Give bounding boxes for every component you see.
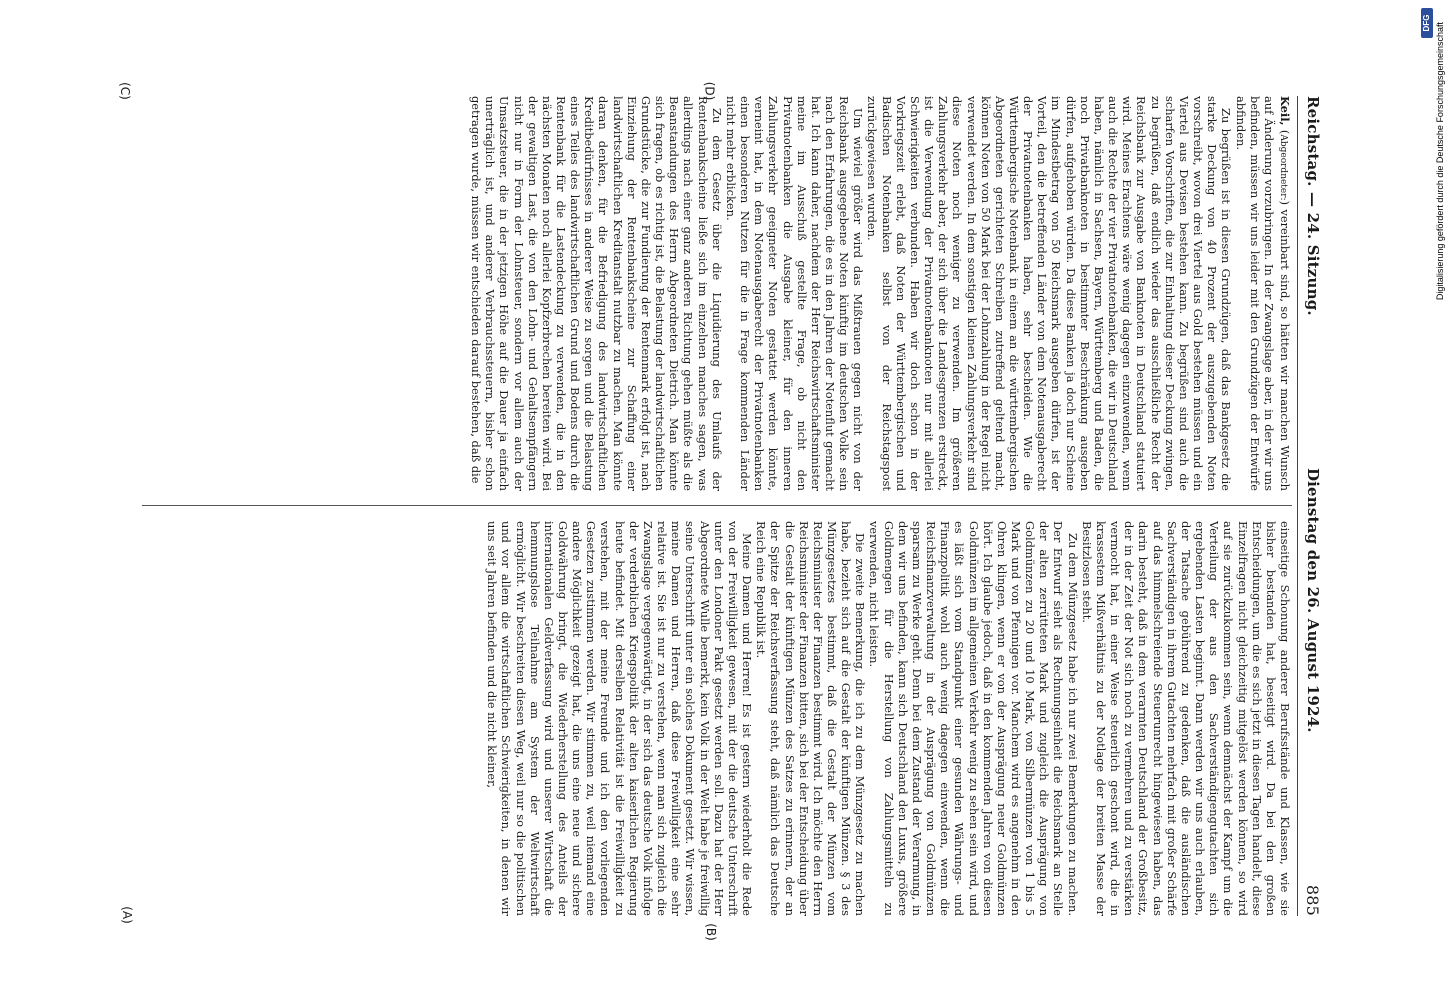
header-left: Reichstag. — 24. Sitzung.: [1304, 96, 1322, 316]
digitization-credit-text: Digitalisierung gefördert durch die Deutsche Forschungsgemeinschaft: [1435, 22, 1445, 301]
header-date: Dienstag den 26. August 1924.: [1304, 467, 1322, 733]
left-column: [142, 96, 1292, 491]
margin-mark-b: (B): [703, 923, 718, 941]
paragraph: Zu dem Münzgesetz habe ich nur zwei Bemerkungen zu machen. Der Entwurf sieht als Rechnungseinheit die Reichsmark an Stelle der alten zerrütteten Mark und zugleich die Ausprägung von Goldmünzen zu 20 und 10 Mark, von Silbermünzen von 1 bis 5 Mark und von Pfennigen vor. Manchem wird es angenehm in den Ohren klingen, wenn er von der Ausprägung neuer Goldmünzen hört. Ich glaube jedoch, daß in den kommenden Jahren von diesen Goldmünzen im allgemeinen Verkehr wenig zu sehen sein wird, und es läßt sich vom Standpunkt einer gesunden Währungs- und Finanzpolitik wohl auch wenig dagegen einwenden, wenn die Reichsfinanzverwaltung in der Ausprägung von Goldmünzen sparsam zu Werke geht. Denn bei dem Zustand der Verarmung, in dem wir uns befinden, kann sich Deutschland den Luxus, größere Goldmengen für die Herstellung von Zahlungsmitteln zu verwenden, nicht leisten.: [867, 521, 1080, 916]
page-header: [1300, 96, 1326, 916]
paragraph: Um wieviel größer wird das Mißtrauen gegen nicht von der Reichsbank ausgegebene Noten künftig im deutschen Volke sein nach den Erfahrungen, die es in den Jahren der Notenflut gemacht hat. Ich kann daher, nachdem der Herr Reichswirtschaftsminister meine im Ausschuß gestellte Frage, ob nicht den Privatnotenbanken die Ausgabe kleiner, für den inneren Zahlungsverkehr geeigneter Noten gestattet werden könnte, verneint hat, in dem Notenausgaberecht der Privatnotenbanken einen besonderen Nutzen für die in Frage kommenden Länder nicht mehr erblicken.: [723, 96, 866, 491]
margin-mark-d: (D): [702, 81, 717, 101]
margin-mark-a: (A): [119, 906, 134, 924]
header-rule: [1297, 96, 1298, 916]
dfg-logo: DFG: [1421, 8, 1433, 38]
paragraph: Die zweite Bemerkung, die ich zu dem Münzgesetz zu machen habe, bezieht sich auf die Gestalt der künftigen Münzen. § 3 des Münzgesetzes bestimmt, daß die Gestalt der Münzen vom Reichsminister der Finanzen bestimmt wird. Ich möchte den Herrn Reichsminister der Finanzen bitten, sich bei der Entscheidung über die Gestalt der künftigen Münzen des Satzes zu erinnern, der an der Spitze der Reichsverfassung steht, daß nämlich das Deutsche Reich eine Republik ist.: [754, 521, 868, 916]
speaker-name: Keil,: [1278, 96, 1292, 126]
column-divider: [142, 505, 1292, 506]
page-number: 885: [1303, 884, 1323, 916]
right-column: [142, 521, 1292, 916]
paragraph-text: vereinbart sind, so hätten wir manchen Wunsch auf Änderung vorzubringen. In der Zwangslage aber, in der wir uns befinden, müssen wir uns leider mit den Grundzügen der Entwürfe abfinden.: [1233, 96, 1292, 491]
digitization-credit: [1421, 14, 1445, 994]
paragraph: Meine Damen und Herren! Es ist gestern wiederholt die Rede von der Freiwilligkeit gewesen, mit der die deutsche Unterschrift unter den Londoner Pakt gesetzt werden soll. Dazu hat der Herr Abgeordnete Wulle bemerkt, kein Volk in der Welt habe je freiwillig seine Unterschrift unter ein solches Dokument gesetzt. Wir wissen, meine Damen und Herren, daß diese Freiwilligkeit eine sehr relative ist. Sie ist nur zu verstehen, wenn man sich zugleich die Zwangslage vergegenwärtigt, in der sich das deutsche Volk infolge der verderblichen Kriegspolitik der alten kaiserlichen Regierung heute befindet. Mit derselben Relativität ist die Freiwilligkeit zu verstehen, mit der meine Freunde und ich den vorliegenden Gesetzen zustimmen werden. Wir stimmen zu, weil niemand eine andere Möglichkeit gezeigt hat, die uns eine neue und sichere Goldwährung bringt, die Wiederherstellung des Anteils der internationalen Geldverfassung wird und unserer Wirtschaft die hemmungslose Teilnahme am System der Weltwirtschaft ermöglicht. Wir beschreiten diesen Weg, weil nur so die politischen und vor allem die wirtschaftlichen Schwierigkeiten, in denen wir uns seit Jahren befinden und die nicht kleiner,: [485, 521, 755, 916]
paragraph: Keil, (Abgeordneter:) vereinbart sind, so hätten wir manchen Wunsch auf Änderung vorzubringen. In der Zwangslage aber, in der wir uns befinden, müssen wir uns leider mit den Grundzügen der Entwürfe abfinden.: [1233, 96, 1292, 491]
speaker-role: Abgeordneter:: [1278, 134, 1288, 201]
paragraph: einseitige Schonung anderer Berufsstände und Klassen, wie sie bisher bestanden hat, beseitigt wird. Da bei den großen Entscheidungen, um die es sich jetzt in diesen Tagen handelt, diese Einzelfragen nicht gleichzeitig mitgelöst werden können, so wird auf sie zurückzukommen sein, wenn demnächst der Kampf um die Verteilung der aus den Sachverständigengutachten sich ergebenden Lasten beginnt. Dann werden wir uns auch erlauben, der Tatsache gebührend zu gedenken, daß die ausländischen Sachverständigen in ihrem Gutachten mehrfach mit großer Schärfe auf das himmelschreiende Steuerunrecht hingewiesen haben, das darin besteht, daß in dem verarmten Deutschland der Großbesitz, der in der Zeit der Not sich noch zu vermehren und zu verstärken vermocht hat, in einer Weise steuerlich geschont wird, die in krassestem Mißverhältnis zu der Notlage der breiten Masse der Besitzlosen steht.: [1079, 521, 1292, 916]
paragraph: Zu begrüßen ist in diesen Grundzügen, daß das Bankgesetz die starke Deckung von 40 Prozent der auszugebenden Noten vorschreibt, wovon drei Viertel aus Gold bestehen müssen und ein Viertel aus Devisen bestehen kann. Zu begrüßen sind auch die scharfen Vorschriften, die zur Einhaltung dieser Deckung zwingen, zu begrüßen, daß endlich wieder das ausschließliche Recht der Reichsbank zur Ausgabe von Banknoten in Deutschland statuiert wird. Meines Erachtens wäre wenig dagegen einzuwenden, wenn auch die Rechte der vier Privatnotenbanken, die wir in Deutschland haben, nämlich in Sachsen, Bayern, Württemberg und Baden, die noch Privatbanknoten in bestimmter Beschränkung ausgeben dürfen, aufgehoben würden. Da diese Banken ja doch nur Scheine im Mindestbetrag von 50 Reichsmark ausgeben dürfen, ist der Vorteil, den die betreffenden Länder von dem Notenausgaberecht der Privatnotenbanken haben, sehr bescheiden. Wie die Württembergische Notenbank in einem an die württembergischen Abgeordneten gerichteten Schreiben zutreffend geltend macht, können Noten von 50 Mark bei der Lohnzahlung in der Regel nicht verwendet werden. In dem sonstigen kleinen Zahlungsverkehr sind diese Noten noch weniger zu verwenden. Im größeren Zahlungsverkehr aber, der sich über die Landesgrenzen erstreckt, ist die Verwendung der Privatnotenbanknoten nur mit allerlei Schwierigkeiten verbunden. Haben wir doch schon in der Vorkriegszeit erlebt, daß Noten der Württembergischen und Badischen Notenbanken selbst von der Reichstagspost zurückgewiesen wurden.: [865, 96, 1234, 491]
margin-mark-c: (C): [117, 82, 132, 100]
rotated-page: [136, 96, 1326, 916]
paragraph: Zu dem Gesetz über die Liquidierung des Umlaufs der Rentenbankscheine ließe sich im einzelnen manches sagen, was allerdings nach einer ganz anderen Richtung gehen müßte als die Beanstandungen des Herrn Abgeordneten Dietrich. Man könnte sich fragen, ob es richtig ist, die Belastung der landwirtschaftlichen Grundstücke, die zur Fundierung der Rentenmark erfolgt ist, nach Einziehung der Rentenbankscheine zur Schaffung einer landwirtschaftlichen Kreditanstalt nutzbar zu machen. Man könnte daran denken, für die Befriedigung des landwirtschaftlichen Kreditbedürfnisses in anderer Weise zu sorgen und die Belastung eines Teiles des landwirtschaftlichen Grund und Bodens durch die Rentenbank für die Lastendeckung zu verwenden, die in den nächsten Monaten noch allerlei Kopfzerbrechen bereiten wird. Bei der gewaltigen Last, die von den Lohn- und Gehaltsempfängern nicht nur in Form der Lohnsteuer, sondern vor allem auch der Umsatzsteuer, die in der jetzigen Höhe auf die Dauer ja einfach unerträglich ist, und anderer Verbrauchssteuern, bisher schon getragen wurde, müssen wir entschieden darauf bestehen, daß die: [469, 96, 724, 491]
